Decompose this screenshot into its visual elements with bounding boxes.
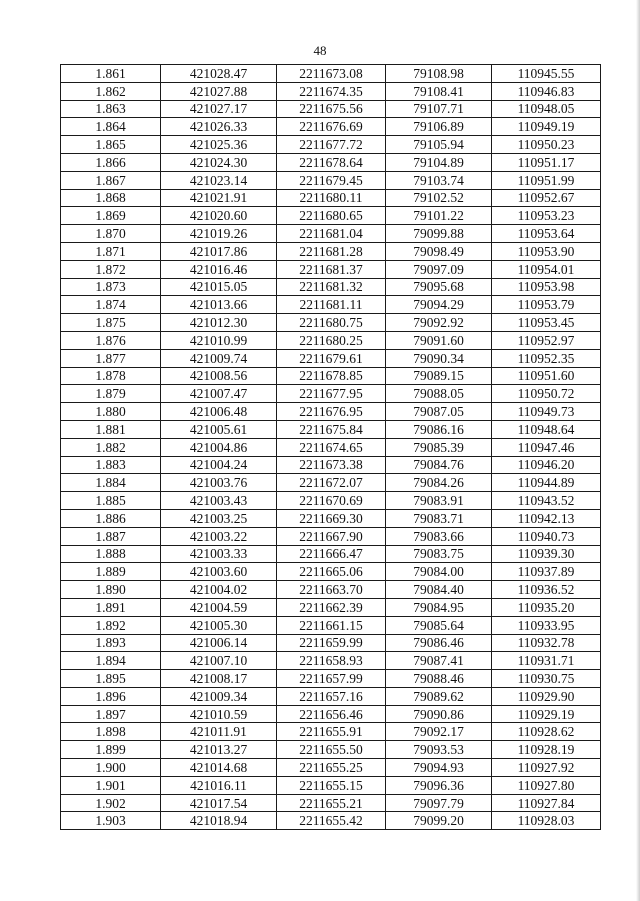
x2-coordinate-cell: 79087.05 bbox=[386, 403, 492, 421]
y2-coordinate-cell: 110927.92 bbox=[492, 759, 601, 777]
y2-coordinate-cell: 110950.23 bbox=[492, 136, 601, 154]
y2-coordinate-cell: 110952.35 bbox=[492, 349, 601, 367]
x2-coordinate-cell: 79102.52 bbox=[386, 189, 492, 207]
x-coordinate-cell: 421003.25 bbox=[161, 509, 277, 527]
point-number-cell: 1.895 bbox=[61, 670, 161, 688]
y2-coordinate-cell: 110943.52 bbox=[492, 492, 601, 510]
y-coordinate-cell: 2211655.42 bbox=[277, 812, 386, 830]
table-row bbox=[61, 349, 601, 367]
table-row bbox=[61, 278, 601, 296]
table-row bbox=[61, 652, 601, 670]
y-coordinate-cell: 2211659.99 bbox=[277, 634, 386, 652]
point-number-cell: 1.883 bbox=[61, 456, 161, 474]
point-number-cell: 1.863 bbox=[61, 100, 161, 118]
point-number-cell: 1.865 bbox=[61, 136, 161, 154]
x2-coordinate-cell: 79095.68 bbox=[386, 278, 492, 296]
point-number-cell: 1.862 bbox=[61, 82, 161, 100]
y2-coordinate-cell: 110944.89 bbox=[492, 474, 601, 492]
point-number-cell: 1.861 bbox=[61, 65, 161, 83]
table-row bbox=[61, 242, 601, 260]
x-coordinate-cell: 421003.60 bbox=[161, 563, 277, 581]
table-row bbox=[61, 741, 601, 759]
x2-coordinate-cell: 79105.94 bbox=[386, 136, 492, 154]
table-row bbox=[61, 136, 601, 154]
x2-coordinate-cell: 79090.86 bbox=[386, 705, 492, 723]
x-coordinate-cell: 421015.05 bbox=[161, 278, 277, 296]
x-coordinate-cell: 421005.61 bbox=[161, 420, 277, 438]
x-coordinate-cell: 421011.91 bbox=[161, 723, 277, 741]
y2-coordinate-cell: 110952.97 bbox=[492, 331, 601, 349]
point-number-cell: 1.901 bbox=[61, 776, 161, 794]
x-coordinate-cell: 421003.22 bbox=[161, 527, 277, 545]
table-row bbox=[61, 723, 601, 741]
y-coordinate-cell: 2211674.65 bbox=[277, 438, 386, 456]
x-coordinate-cell: 421016.11 bbox=[161, 776, 277, 794]
x2-coordinate-cell: 79090.34 bbox=[386, 349, 492, 367]
y-coordinate-cell: 2211673.38 bbox=[277, 456, 386, 474]
x2-coordinate-cell: 79091.60 bbox=[386, 331, 492, 349]
y-coordinate-cell: 2211661.15 bbox=[277, 616, 386, 634]
y2-coordinate-cell: 110930.75 bbox=[492, 670, 601, 688]
point-number-cell: 1.877 bbox=[61, 349, 161, 367]
point-number-cell: 1.902 bbox=[61, 794, 161, 812]
y-coordinate-cell: 2211680.25 bbox=[277, 331, 386, 349]
point-number-cell: 1.878 bbox=[61, 367, 161, 385]
point-number-cell: 1.872 bbox=[61, 260, 161, 278]
table-row bbox=[61, 545, 601, 563]
table-row bbox=[61, 367, 601, 385]
x-coordinate-cell: 421008.17 bbox=[161, 670, 277, 688]
point-number-cell: 1.903 bbox=[61, 812, 161, 830]
y-coordinate-cell: 2211662.39 bbox=[277, 598, 386, 616]
x-coordinate-cell: 421009.74 bbox=[161, 349, 277, 367]
point-number-cell: 1.888 bbox=[61, 545, 161, 563]
x-coordinate-cell: 421013.66 bbox=[161, 296, 277, 314]
y2-coordinate-cell: 110946.83 bbox=[492, 82, 601, 100]
x-coordinate-cell: 421014.68 bbox=[161, 759, 277, 777]
y-coordinate-cell: 2211674.35 bbox=[277, 82, 386, 100]
table-row bbox=[61, 563, 601, 581]
y-coordinate-cell: 2211666.47 bbox=[277, 545, 386, 563]
scan-edge-shadow bbox=[636, 0, 640, 901]
y2-coordinate-cell: 110947.46 bbox=[492, 438, 601, 456]
x2-coordinate-cell: 79108.98 bbox=[386, 65, 492, 83]
y-coordinate-cell: 2211655.21 bbox=[277, 794, 386, 812]
y2-coordinate-cell: 110953.45 bbox=[492, 314, 601, 332]
y-coordinate-cell: 2211657.16 bbox=[277, 687, 386, 705]
x2-coordinate-cell: 79106.89 bbox=[386, 118, 492, 136]
table-row bbox=[61, 189, 601, 207]
x2-coordinate-cell: 79097.09 bbox=[386, 260, 492, 278]
point-number-cell: 1.869 bbox=[61, 207, 161, 225]
x2-coordinate-cell: 79083.71 bbox=[386, 509, 492, 527]
y-coordinate-cell: 2211672.07 bbox=[277, 474, 386, 492]
y2-coordinate-cell: 110954.01 bbox=[492, 260, 601, 278]
x2-coordinate-cell: 79099.88 bbox=[386, 225, 492, 243]
y2-coordinate-cell: 110948.64 bbox=[492, 420, 601, 438]
x2-coordinate-cell: 79084.95 bbox=[386, 598, 492, 616]
x2-coordinate-cell: 79085.64 bbox=[386, 616, 492, 634]
x2-coordinate-cell: 79107.71 bbox=[386, 100, 492, 118]
table-row bbox=[61, 616, 601, 634]
x-coordinate-cell: 421005.30 bbox=[161, 616, 277, 634]
y2-coordinate-cell: 110953.64 bbox=[492, 225, 601, 243]
point-number-cell: 1.884 bbox=[61, 474, 161, 492]
y-coordinate-cell: 2211669.30 bbox=[277, 509, 386, 527]
point-number-cell: 1.873 bbox=[61, 278, 161, 296]
table-row bbox=[61, 82, 601, 100]
table-row bbox=[61, 598, 601, 616]
y-coordinate-cell: 2211658.93 bbox=[277, 652, 386, 670]
y-coordinate-cell: 2211676.95 bbox=[277, 403, 386, 421]
x2-coordinate-cell: 79101.22 bbox=[386, 207, 492, 225]
y2-coordinate-cell: 110927.84 bbox=[492, 794, 601, 812]
x-coordinate-cell: 421020.60 bbox=[161, 207, 277, 225]
y-coordinate-cell: 2211673.08 bbox=[277, 65, 386, 83]
point-number-cell: 1.885 bbox=[61, 492, 161, 510]
y2-coordinate-cell: 110948.05 bbox=[492, 100, 601, 118]
point-number-cell: 1.890 bbox=[61, 581, 161, 599]
y2-coordinate-cell: 110935.20 bbox=[492, 598, 601, 616]
y2-coordinate-cell: 110953.90 bbox=[492, 242, 601, 260]
y-coordinate-cell: 2211655.91 bbox=[277, 723, 386, 741]
x2-coordinate-cell: 79103.74 bbox=[386, 171, 492, 189]
y-coordinate-cell: 2211675.56 bbox=[277, 100, 386, 118]
table-row bbox=[61, 527, 601, 545]
point-number-cell: 1.898 bbox=[61, 723, 161, 741]
x-coordinate-cell: 421027.17 bbox=[161, 100, 277, 118]
table-row bbox=[61, 509, 601, 527]
y2-coordinate-cell: 110953.23 bbox=[492, 207, 601, 225]
point-number-cell: 1.880 bbox=[61, 403, 161, 421]
table-row bbox=[61, 385, 601, 403]
y-coordinate-cell: 2211681.32 bbox=[277, 278, 386, 296]
x-coordinate-cell: 421003.76 bbox=[161, 474, 277, 492]
point-number-cell: 1.868 bbox=[61, 189, 161, 207]
table-row bbox=[61, 474, 601, 492]
x2-coordinate-cell: 79088.46 bbox=[386, 670, 492, 688]
point-number-cell: 1.871 bbox=[61, 242, 161, 260]
point-number-cell: 1.892 bbox=[61, 616, 161, 634]
x-coordinate-cell: 421023.14 bbox=[161, 171, 277, 189]
coordinates-table bbox=[60, 64, 601, 830]
y-coordinate-cell: 2211677.95 bbox=[277, 385, 386, 403]
y2-coordinate-cell: 110937.89 bbox=[492, 563, 601, 581]
x-coordinate-cell: 421004.24 bbox=[161, 456, 277, 474]
x2-coordinate-cell: 79096.36 bbox=[386, 776, 492, 794]
x-coordinate-cell: 421028.47 bbox=[161, 65, 277, 83]
x-coordinate-cell: 421021.91 bbox=[161, 189, 277, 207]
x-coordinate-cell: 421004.86 bbox=[161, 438, 277, 456]
x-coordinate-cell: 421019.26 bbox=[161, 225, 277, 243]
y2-coordinate-cell: 110929.19 bbox=[492, 705, 601, 723]
table-row bbox=[61, 153, 601, 171]
y2-coordinate-cell: 110939.30 bbox=[492, 545, 601, 563]
y2-coordinate-cell: 110928.03 bbox=[492, 812, 601, 830]
x2-coordinate-cell: 79094.29 bbox=[386, 296, 492, 314]
y2-coordinate-cell: 110932.78 bbox=[492, 634, 601, 652]
y2-coordinate-cell: 110928.19 bbox=[492, 741, 601, 759]
y-coordinate-cell: 2211655.15 bbox=[277, 776, 386, 794]
x-coordinate-cell: 421017.86 bbox=[161, 242, 277, 260]
point-number-cell: 1.897 bbox=[61, 705, 161, 723]
y-coordinate-cell: 2211676.69 bbox=[277, 118, 386, 136]
y2-coordinate-cell: 110949.73 bbox=[492, 403, 601, 421]
x-coordinate-cell: 421004.02 bbox=[161, 581, 277, 599]
y2-coordinate-cell: 110945.55 bbox=[492, 65, 601, 83]
point-number-cell: 1.894 bbox=[61, 652, 161, 670]
y-coordinate-cell: 2211667.90 bbox=[277, 527, 386, 545]
x-coordinate-cell: 421024.30 bbox=[161, 153, 277, 171]
y2-coordinate-cell: 110951.17 bbox=[492, 153, 601, 171]
x-coordinate-cell: 421010.59 bbox=[161, 705, 277, 723]
x2-coordinate-cell: 79088.05 bbox=[386, 385, 492, 403]
table-row bbox=[61, 296, 601, 314]
table-row bbox=[61, 794, 601, 812]
y-coordinate-cell: 2211675.84 bbox=[277, 420, 386, 438]
y-coordinate-cell: 2211681.37 bbox=[277, 260, 386, 278]
y-coordinate-cell: 2211670.69 bbox=[277, 492, 386, 510]
table-row bbox=[61, 456, 601, 474]
point-number-cell: 1.882 bbox=[61, 438, 161, 456]
x-coordinate-cell: 421004.59 bbox=[161, 598, 277, 616]
x2-coordinate-cell: 79089.62 bbox=[386, 687, 492, 705]
table-row bbox=[61, 260, 601, 278]
y2-coordinate-cell: 110929.90 bbox=[492, 687, 601, 705]
y-coordinate-cell: 2211678.85 bbox=[277, 367, 386, 385]
x2-coordinate-cell: 79086.16 bbox=[386, 420, 492, 438]
point-number-cell: 1.864 bbox=[61, 118, 161, 136]
y-coordinate-cell: 2211681.28 bbox=[277, 242, 386, 260]
x2-coordinate-cell: 79098.49 bbox=[386, 242, 492, 260]
point-number-cell: 1.889 bbox=[61, 563, 161, 581]
y2-coordinate-cell: 110951.99 bbox=[492, 171, 601, 189]
y2-coordinate-cell: 110950.72 bbox=[492, 385, 601, 403]
x-coordinate-cell: 421006.14 bbox=[161, 634, 277, 652]
x2-coordinate-cell: 79084.76 bbox=[386, 456, 492, 474]
x-coordinate-cell: 421003.33 bbox=[161, 545, 277, 563]
x2-coordinate-cell: 79083.91 bbox=[386, 492, 492, 510]
table-row bbox=[61, 492, 601, 510]
x-coordinate-cell: 421006.48 bbox=[161, 403, 277, 421]
coordinates-table-body bbox=[61, 65, 601, 830]
x-coordinate-cell: 421003.43 bbox=[161, 492, 277, 510]
x2-coordinate-cell: 79084.00 bbox=[386, 563, 492, 581]
table-row bbox=[61, 207, 601, 225]
y2-coordinate-cell: 110936.52 bbox=[492, 581, 601, 599]
y2-coordinate-cell: 110927.80 bbox=[492, 776, 601, 794]
y-coordinate-cell: 2211680.75 bbox=[277, 314, 386, 332]
table-row bbox=[61, 581, 601, 599]
y-coordinate-cell: 2211657.99 bbox=[277, 670, 386, 688]
x2-coordinate-cell: 79083.66 bbox=[386, 527, 492, 545]
x2-coordinate-cell: 79087.41 bbox=[386, 652, 492, 670]
table-row bbox=[61, 670, 601, 688]
y2-coordinate-cell: 110946.20 bbox=[492, 456, 601, 474]
y-coordinate-cell: 2211677.72 bbox=[277, 136, 386, 154]
x-coordinate-cell: 421026.33 bbox=[161, 118, 277, 136]
x-coordinate-cell: 421025.36 bbox=[161, 136, 277, 154]
x-coordinate-cell: 421010.99 bbox=[161, 331, 277, 349]
table-row bbox=[61, 314, 601, 332]
y-coordinate-cell: 2211655.25 bbox=[277, 759, 386, 777]
y-coordinate-cell: 2211679.61 bbox=[277, 349, 386, 367]
table-row bbox=[61, 331, 601, 349]
table-row bbox=[61, 812, 601, 830]
table-row bbox=[61, 225, 601, 243]
table-row bbox=[61, 65, 601, 83]
table-row bbox=[61, 759, 601, 777]
y2-coordinate-cell: 110951.60 bbox=[492, 367, 601, 385]
point-number-cell: 1.881 bbox=[61, 420, 161, 438]
x2-coordinate-cell: 79084.40 bbox=[386, 581, 492, 599]
point-number-cell: 1.891 bbox=[61, 598, 161, 616]
y2-coordinate-cell: 110931.71 bbox=[492, 652, 601, 670]
table-row bbox=[61, 171, 601, 189]
y2-coordinate-cell: 110953.98 bbox=[492, 278, 601, 296]
table-row bbox=[61, 776, 601, 794]
x2-coordinate-cell: 79089.15 bbox=[386, 367, 492, 385]
point-number-cell: 1.887 bbox=[61, 527, 161, 545]
y-coordinate-cell: 2211680.11 bbox=[277, 189, 386, 207]
x-coordinate-cell: 421016.46 bbox=[161, 260, 277, 278]
point-number-cell: 1.875 bbox=[61, 314, 161, 332]
x-coordinate-cell: 421027.88 bbox=[161, 82, 277, 100]
x-coordinate-cell: 421007.10 bbox=[161, 652, 277, 670]
y2-coordinate-cell: 110949.19 bbox=[492, 118, 601, 136]
y2-coordinate-cell: 110933.95 bbox=[492, 616, 601, 634]
x2-coordinate-cell: 79097.79 bbox=[386, 794, 492, 812]
point-number-cell: 1.867 bbox=[61, 171, 161, 189]
page-number: 48 bbox=[313, 43, 327, 58]
table-row bbox=[61, 403, 601, 421]
x-coordinate-cell: 421012.30 bbox=[161, 314, 277, 332]
x2-coordinate-cell: 79092.17 bbox=[386, 723, 492, 741]
y-coordinate-cell: 2211656.46 bbox=[277, 705, 386, 723]
x2-coordinate-cell: 79104.89 bbox=[386, 153, 492, 171]
point-number-cell: 1.876 bbox=[61, 331, 161, 349]
x2-coordinate-cell: 79084.26 bbox=[386, 474, 492, 492]
y2-coordinate-cell: 110928.62 bbox=[492, 723, 601, 741]
y-coordinate-cell: 2211679.45 bbox=[277, 171, 386, 189]
x2-coordinate-cell: 79085.39 bbox=[386, 438, 492, 456]
y2-coordinate-cell: 110940.73 bbox=[492, 527, 601, 545]
point-number-cell: 1.900 bbox=[61, 759, 161, 777]
y-coordinate-cell: 2211680.65 bbox=[277, 207, 386, 225]
table-row bbox=[61, 634, 601, 652]
y2-coordinate-cell: 110942.13 bbox=[492, 509, 601, 527]
table-row bbox=[61, 100, 601, 118]
table-row bbox=[61, 118, 601, 136]
point-number-cell: 1.866 bbox=[61, 153, 161, 171]
x2-coordinate-cell: 79083.75 bbox=[386, 545, 492, 563]
point-number-cell: 1.896 bbox=[61, 687, 161, 705]
table-row bbox=[61, 438, 601, 456]
table-row bbox=[61, 705, 601, 723]
x-coordinate-cell: 421007.47 bbox=[161, 385, 277, 403]
table-row bbox=[61, 420, 601, 438]
y-coordinate-cell: 2211681.11 bbox=[277, 296, 386, 314]
x-coordinate-cell: 421013.27 bbox=[161, 741, 277, 759]
point-number-cell: 1.899 bbox=[61, 741, 161, 759]
y2-coordinate-cell: 110953.79 bbox=[492, 296, 601, 314]
y-coordinate-cell: 2211655.50 bbox=[277, 741, 386, 759]
x2-coordinate-cell: 79086.46 bbox=[386, 634, 492, 652]
table-row bbox=[61, 687, 601, 705]
x2-coordinate-cell: 79099.20 bbox=[386, 812, 492, 830]
y-coordinate-cell: 2211663.70 bbox=[277, 581, 386, 599]
y-coordinate-cell: 2211665.06 bbox=[277, 563, 386, 581]
point-number-cell: 1.870 bbox=[61, 225, 161, 243]
x-coordinate-cell: 421018.94 bbox=[161, 812, 277, 830]
x-coordinate-cell: 421017.54 bbox=[161, 794, 277, 812]
y2-coordinate-cell: 110952.67 bbox=[492, 189, 601, 207]
x2-coordinate-cell: 79093.53 bbox=[386, 741, 492, 759]
point-number-cell: 1.893 bbox=[61, 634, 161, 652]
point-number-cell: 1.874 bbox=[61, 296, 161, 314]
x-coordinate-cell: 421009.34 bbox=[161, 687, 277, 705]
x2-coordinate-cell: 79094.93 bbox=[386, 759, 492, 777]
y-coordinate-cell: 2211681.04 bbox=[277, 225, 386, 243]
point-number-cell: 1.886 bbox=[61, 509, 161, 527]
point-number-cell: 1.879 bbox=[61, 385, 161, 403]
x-coordinate-cell: 421008.56 bbox=[161, 367, 277, 385]
y-coordinate-cell: 2211678.64 bbox=[277, 153, 386, 171]
x2-coordinate-cell: 79092.92 bbox=[386, 314, 492, 332]
x2-coordinate-cell: 79108.41 bbox=[386, 82, 492, 100]
